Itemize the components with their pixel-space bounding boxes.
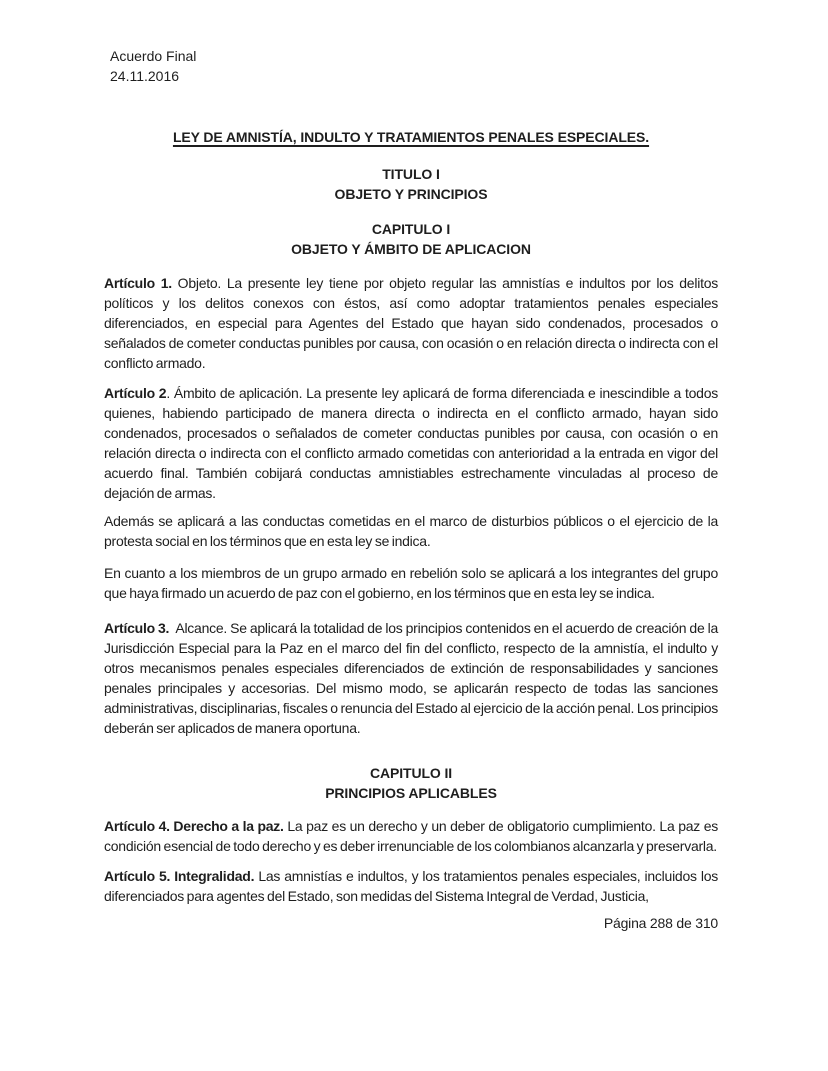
articulo-1-label: Artículo 1. bbox=[104, 275, 172, 291]
capitulo-1-label: CAPITULO I bbox=[371, 221, 451, 237]
titulo-1-subtitle: OBJETO Y PRINCIPIOS bbox=[334, 186, 488, 202]
capitulo-2-label: CAPITULO II bbox=[369, 765, 453, 781]
articulo-1-text: Objeto. La presente ley tiene por objeto regular las amnistías e indultos por los delitos políticos y los delitos conexos con éstos, así como adoptar tratamientos penales especiales diferenciados, en especial para Agentes del Estado que hayan sido condenados, procesados o señalados de cometer conductas punibles por causa, con ocasión o en relación directa o indirecta con el conflicto armado. bbox=[104, 275, 718, 371]
header-doc-name: Acuerdo Final bbox=[110, 48, 197, 64]
header-date: 24.11.2016 bbox=[110, 68, 180, 84]
heading-capitulo-2 bbox=[104, 763, 718, 803]
capitulo-2-subtitle: PRINCIPIOS APLICABLES bbox=[325, 785, 497, 801]
paragraph-articulo-5 bbox=[104, 866, 718, 906]
articulo-4-label: Artículo 4. Derecho a la paz. bbox=[104, 818, 284, 834]
articulo-4-text: La paz es un derecho y un deber de obligatorio cumplimiento. La paz es condición esencial de todo derecho y es deber irrenunciable de los colombianos alcanzarla y preservarla. bbox=[104, 818, 718, 854]
articulo-2-text: . Ámbito de aplicación. La presente ley aplicará de forma diferenciada e inescindible a todos quienes, habiendo participado de manera directa o indirecta en el conflicto armado, hayan sido condenados, procesados o señalados de cometer conductas punibles por causa, con ocasión o en relación directa o indirecta con el conflicto armado cometidas con anterioridad a la entrada en vigor del acuerdo final. También cobijará conductas amnistiables estrechamente vinculadas al proceso de dejación de armas. bbox=[104, 385, 718, 501]
paragraph-articulo-3 bbox=[104, 618, 718, 738]
law-title: LEY DE AMNISTÍA, INDULTO Y TRATAMIENTOS PENALES ESPECIALES. bbox=[172, 129, 650, 145]
heading-capitulo-1 bbox=[104, 219, 718, 259]
articulo-3-label: Artículo 3. bbox=[104, 620, 170, 636]
articulo-5-label: Artículo 5. Integralidad. bbox=[104, 868, 255, 884]
articulo-2-label: Artículo 2 bbox=[104, 385, 167, 401]
articulo-5-text: Las amnistías e indultos, y los tratamientos penales especiales, incluidos los diferenciados para agentes del Estado, son medidas del Sistema Integral de Verdad, Justicia, bbox=[104, 868, 718, 904]
paragraph-en-cuanto: En cuanto a los miembros de un grupo armado en rebelión solo se aplicará a los integrantes del grupo que haya firmado un acuerdo de paz con el gobierno, en los términos que en esta ley se indica. bbox=[104, 565, 718, 601]
heading-titulo-1 bbox=[104, 164, 718, 204]
paragraph-articulo-4 bbox=[104, 816, 718, 856]
page-number: Página 288 de 310 bbox=[603, 915, 718, 931]
titulo-1-label: TITULO I bbox=[382, 166, 440, 182]
paragraph-articulo-1 bbox=[104, 273, 718, 373]
paragraph-articulo-2 bbox=[104, 383, 718, 503]
articulo-3-text: Alcance. Se aplicará la totalidad de los principios contenidos en el acuerdo de creación de la Jurisdicción Especial para la Paz en el marco del fin del conflicto, respecto de la amnistía, el indulto y otros mecanismos penales especiales diferenciados de extinción de responsabilidades y sanciones penales principales y accesorias. Del mismo modo, se aplicarán respecto de todas las sanciones administrativas, disciplinarias, fiscales o renuncia del Estado al ejercicio de la acción penal. Los principios deberán ser aplicados de manera oportuna. bbox=[104, 620, 718, 736]
page-header bbox=[110, 46, 718, 86]
capitulo-1-subtitle: OBJETO Y ÁMBITO DE APLICACION bbox=[291, 241, 531, 257]
paragraph-ademas: Además se aplicará a las conductas cometidas en el marco de disturbios públicos o el ejercicio de la protesta social en los términos que en esta ley se indica. bbox=[104, 513, 718, 549]
